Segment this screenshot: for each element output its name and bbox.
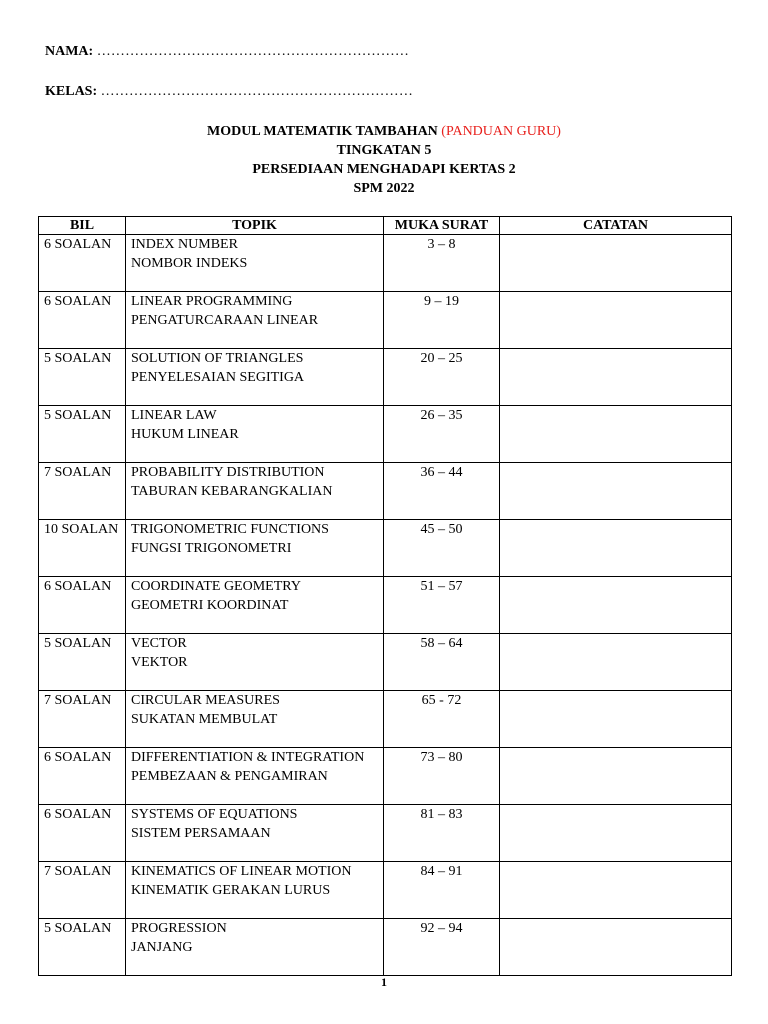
topic-english: SYSTEMS OF EQUATIONS — [131, 807, 298, 822]
question-count: 6 SOALAN — [39, 577, 126, 634]
page-range: 65 - 72 — [384, 691, 500, 748]
question-count: 7 SOALAN — [39, 862, 126, 919]
column-header-topik: TOPIK — [126, 217, 384, 235]
table-row — [39, 406, 732, 463]
question-count: 7 SOALAN — [39, 691, 126, 748]
page-range: 84 – 91 — [384, 862, 500, 919]
notes-cell[interactable] — [500, 919, 732, 976]
topic-malay: SUKATAN MEMBULAT — [131, 712, 278, 727]
question-count: 10 SOALAN — [39, 520, 126, 577]
topic-english: TRIGONOMETRIC FUNCTIONS — [131, 522, 329, 537]
topic-malay: GEOMETRI KOORDINAT — [131, 598, 289, 613]
notes-cell[interactable] — [500, 748, 732, 805]
kelas-blank: ………………………………………………………… — [100, 84, 414, 99]
table-row — [39, 634, 732, 691]
topic-malay: VEKTOR — [131, 655, 188, 670]
page-number: 1 — [381, 975, 387, 989]
topic-english: PROBABILITY DISTRIBUTION — [131, 465, 325, 480]
table-row — [39, 235, 732, 292]
column-header-catatan: CATATAN — [500, 217, 732, 235]
heading-title: MODUL MATEMATIK TAMBAHAN — [207, 124, 438, 139]
notes-cell[interactable] — [500, 349, 732, 406]
topic-malay: HUKUM LINEAR — [131, 427, 239, 442]
topic-cell — [126, 634, 384, 691]
topic-cell — [126, 748, 384, 805]
notes-cell[interactable] — [500, 691, 732, 748]
notes-cell[interactable] — [500, 520, 732, 577]
topic-malay: PENGATURCARAAN LINEAR — [131, 313, 319, 328]
topic-cell — [126, 349, 384, 406]
question-count: 5 SOALAN — [39, 919, 126, 976]
table-row — [39, 520, 732, 577]
page-range: 51 – 57 — [384, 577, 500, 634]
topic-english: DIFFERENTIATION & INTEGRATION — [131, 750, 365, 765]
heading-highlight: (PANDUAN GURU) — [441, 124, 561, 139]
page-range: 58 – 64 — [384, 634, 500, 691]
topic-malay: JANJANG — [131, 940, 193, 955]
topic-english: INDEX NUMBER — [131, 237, 238, 252]
column-header-bil: BIL — [39, 217, 126, 235]
topic-english: COORDINATE GEOMETRY — [131, 579, 301, 594]
notes-cell[interactable] — [500, 463, 732, 520]
table-row — [39, 691, 732, 748]
question-count: 7 SOALAN — [39, 463, 126, 520]
topic-malay: PEMBEZAAN & PENGAMIRAN — [131, 769, 328, 784]
topic-cell — [126, 862, 384, 919]
topic-malay: KINEMATIK GERAKAN LURUS — [131, 883, 331, 898]
topic-cell — [126, 520, 384, 577]
page-range: 20 – 25 — [384, 349, 500, 406]
topic-cell — [126, 691, 384, 748]
topic-malay: FUNGSI TRIGONOMETRI — [131, 541, 292, 556]
page-range: 73 – 80 — [384, 748, 500, 805]
notes-cell[interactable] — [500, 634, 732, 691]
page-range: 45 – 50 — [384, 520, 500, 577]
topic-english: LINEAR LAW — [131, 408, 217, 423]
topic-cell — [126, 805, 384, 862]
topic-cell — [126, 577, 384, 634]
topic-cell — [126, 235, 384, 292]
page-range: 26 – 35 — [384, 406, 500, 463]
topic-malay: SISTEM PERSAMAAN — [131, 826, 271, 841]
topic-english: SOLUTION OF TRIANGLES — [131, 351, 304, 366]
topic-malay: NOMBOR INDEKS — [131, 256, 248, 271]
topic-english: KINEMATICS OF LINEAR MOTION — [131, 864, 352, 879]
question-count: 6 SOALAN — [39, 292, 126, 349]
question-count: 5 SOALAN — [39, 406, 126, 463]
page-range: 81 – 83 — [384, 805, 500, 862]
question-count: 5 SOALAN — [39, 634, 126, 691]
nama-blank: ………………………………………………………… — [96, 44, 410, 59]
heading-line-1 — [0, 122, 768, 141]
topic-cell — [126, 406, 384, 463]
nama-field — [45, 44, 409, 60]
question-count: 6 SOALAN — [39, 235, 126, 292]
topic-malay: TABURAN KEBARANGKALIAN — [131, 484, 333, 499]
kelas-field — [45, 84, 413, 100]
topic-cell — [126, 919, 384, 976]
table-body — [39, 235, 732, 976]
topics-table — [38, 216, 732, 976]
topic-english: VECTOR — [131, 636, 187, 651]
heading-line-4: SPM 2022 — [353, 181, 415, 196]
table-row — [39, 349, 732, 406]
topic-english: PROGRESSION — [131, 921, 227, 936]
heading-line-3: PERSEDIAAN MENGHADAPI KERTAS 2 — [252, 162, 516, 177]
table-row — [39, 577, 732, 634]
notes-cell[interactable] — [500, 406, 732, 463]
notes-cell[interactable] — [500, 805, 732, 862]
table-header-row — [39, 217, 732, 235]
notes-cell[interactable] — [500, 235, 732, 292]
table-row — [39, 862, 732, 919]
page-range: 92 – 94 — [384, 919, 500, 976]
page-range: 9 – 19 — [384, 292, 500, 349]
table-row — [39, 919, 732, 976]
question-count: 6 SOALAN — [39, 748, 126, 805]
question-count: 5 SOALAN — [39, 349, 126, 406]
table-row — [39, 805, 732, 862]
document-heading — [0, 122, 768, 198]
heading-line-2: TINGKATAN 5 — [336, 143, 432, 158]
question-count: 6 SOALAN — [39, 805, 126, 862]
topic-malay: PENYELESAIAN SEGITIGA — [131, 370, 305, 385]
notes-cell[interactable] — [500, 577, 732, 634]
notes-cell[interactable] — [500, 862, 732, 919]
topic-cell — [126, 463, 384, 520]
topic-cell — [126, 292, 384, 349]
page-range: 36 – 44 — [384, 463, 500, 520]
table-row — [39, 292, 732, 349]
nama-label: NAMA: — [45, 44, 94, 59]
column-header-muka-surat: MUKA SURAT — [384, 217, 500, 235]
kelas-label: KELAS: — [45, 84, 98, 99]
table-row — [39, 748, 732, 805]
topic-english: CIRCULAR MEASURES — [131, 693, 280, 708]
page-range: 3 – 8 — [384, 235, 500, 292]
topic-english: LINEAR PROGRAMMING — [131, 294, 293, 309]
table-row — [39, 463, 732, 520]
notes-cell[interactable] — [500, 292, 732, 349]
